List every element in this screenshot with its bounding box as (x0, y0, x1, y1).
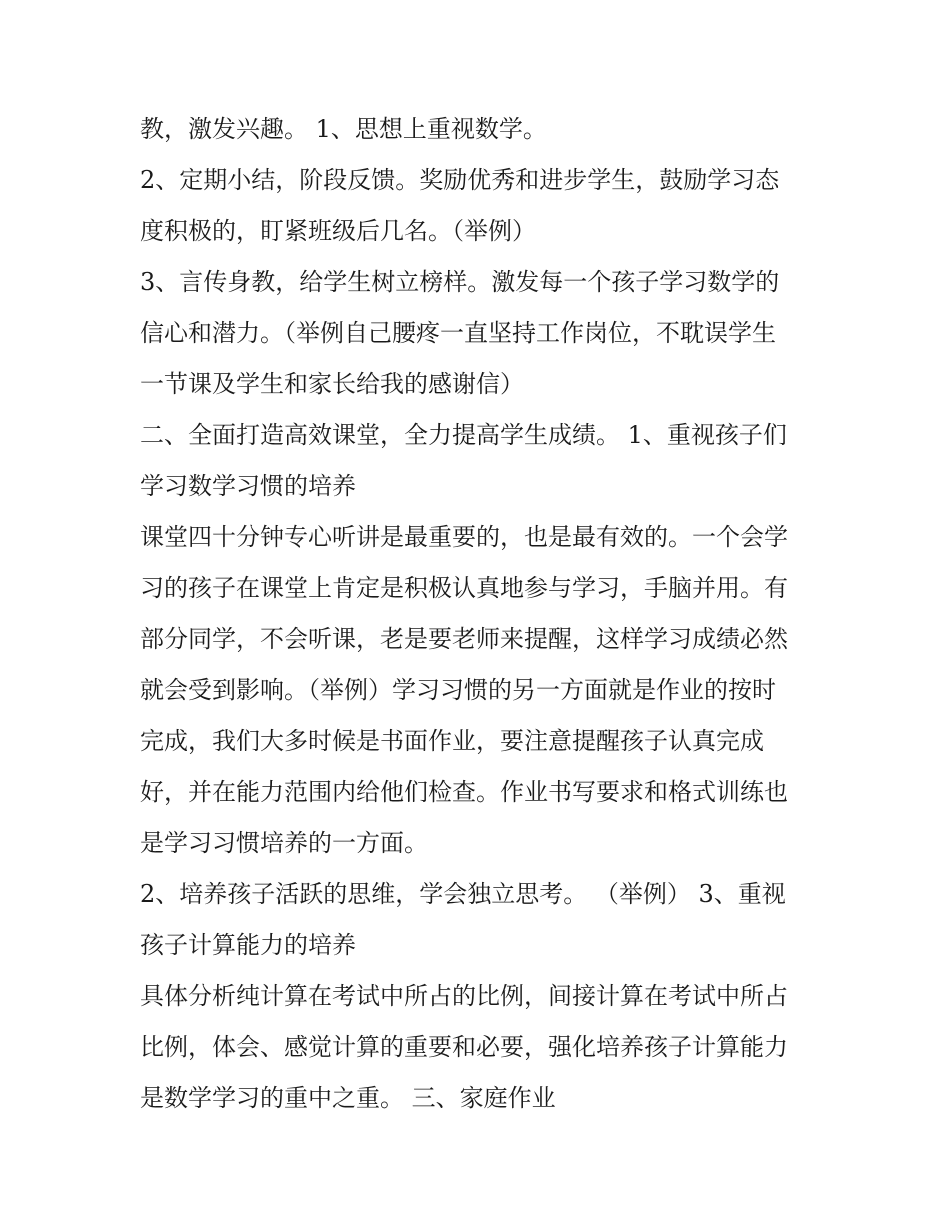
text-line: 具体分析纯计算在考试中所占的比例，间接计算在考试中所占 (140, 982, 788, 1010)
text-line: 2、培养孩子活跃的思维，学会独立思考。 （举例） 3、重视 (140, 880, 786, 908)
text-line: 是数学学习的重中之重。 三、家庭作业 (140, 1084, 556, 1112)
text-line: 学习数学习惯的培养 (140, 472, 356, 500)
text-line: 一节课及学生和家长给我的感谢信） (140, 370, 524, 398)
text-line: 好，并在能力范围内给他们检查。作业书写要求和格式训练也 (140, 778, 788, 806)
text-line: 教，激发兴趣。 1、思想上重视数学。 (140, 115, 547, 143)
text-line: 二、全面打造高效课堂，全力提高学生成绩。 1、重视孩子们 (140, 421, 787, 449)
text-line: 度积极的，盯紧班级后几名。（举例） (140, 217, 536, 245)
text-line: 是学习习惯培养的一方面。 (140, 829, 428, 857)
text-line: 课堂四十分钟专心听讲是最重要的，也是最有效的。一个会学 (140, 523, 788, 551)
text-line: 3、言传身教，给学生树立榜样。激发每一个孩子学习数学的 (140, 268, 780, 296)
text-line: 比例，体会、感觉计算的重要和必要，强化培养孩子计算能力 (140, 1033, 788, 1061)
text-line: 部分同学，不会听课，老是要老师来提醒，这样学习成绩必然 (140, 625, 788, 653)
text-line: 就会受到影响。（举例）学习习惯的另一方面就是作业的按时 (140, 676, 776, 704)
text-line: 孩子计算能力的培养 (140, 931, 356, 959)
text-line: 完成，我们大多时候是书面作业，要注意提醒孩子认真完成 (140, 727, 764, 755)
text-line: 习的孩子在课堂上肯定是积极认真地参与学习，手脑并用。有 (140, 574, 788, 602)
text-line: 信心和潜力。（举例自己腰疼一直坚持工作岗位，不耽误学生 (140, 319, 776, 347)
text-line: 2、定期小结，阶段反馈。奖励优秀和进步学生，鼓励学习态 (140, 166, 780, 194)
